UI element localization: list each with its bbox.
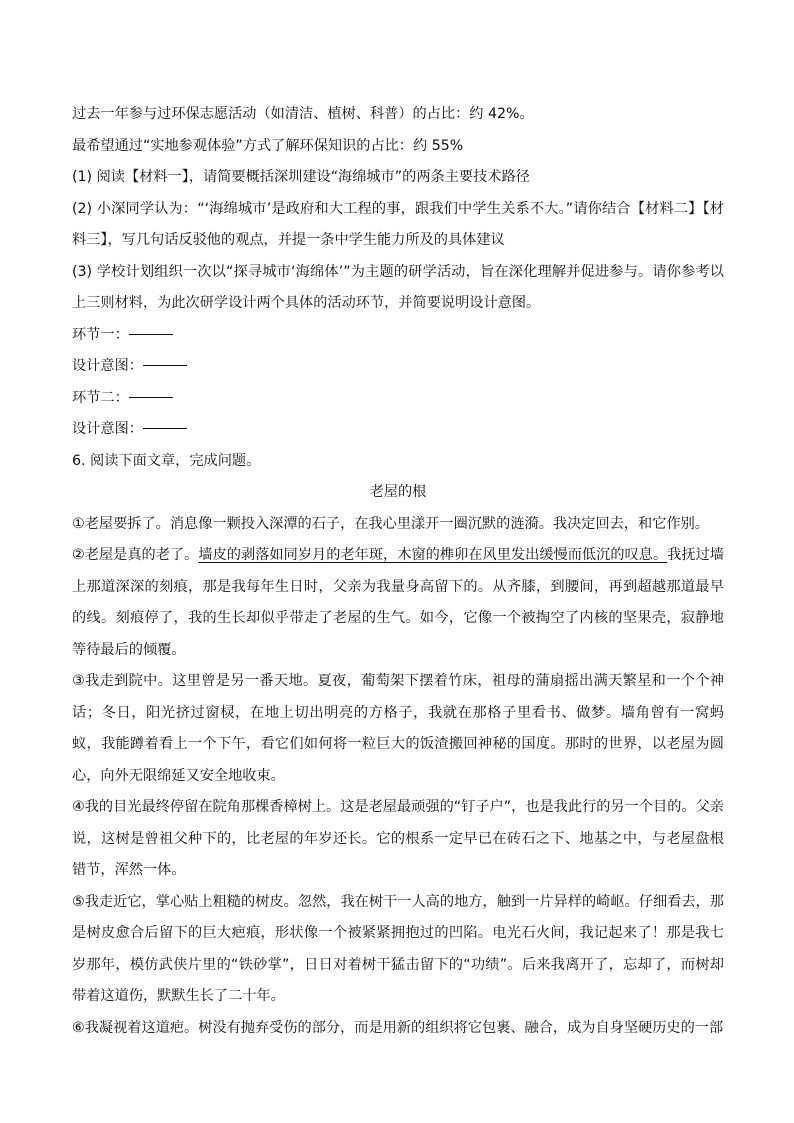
article-underlined-sentence: 墙皮的剥落如同岁月的老年斑，木窗的榫卯在风里发出缓慢而低沉的叹息。	[198, 547, 668, 563]
answer-blank-step-1[interactable]	[129, 334, 173, 335]
article-paragraph-2-rest: 我抚过墙上那道深深的刻痕，那是我每年生日时，父亲为我量身高留下的。从齐膝，到腰间，再到超越那道最早的线。刻痕停了，我的生长却似乎带走了老屋的生气。如今，它像一个被掏空了内核的坚果壳，寂静地等待最后的倾覆。	[72, 547, 724, 658]
answer-label-intent-1: 设计意图：	[72, 358, 143, 374]
answer-line-step-2	[72, 383, 724, 415]
article-paragraph-5: ⑤我走近它，掌心贴上粗糙的树皮。忽然，我在树干一人高的地方，触到一片异样的崎岖。仔细看去，那是树皮愈合后留下的巨大疤痕，形状像一个被紧紧拥抱过的凹陷。电光石火间，我记起来了！那是我七岁那年，模仿武侠片里的“铁砂掌”，日日对着树干猛击留下的“功绩”。后来我离开了，忘却了，而树却带着这道伤，默默生长了二十年。	[72, 893, 724, 1004]
answer-line-intent-2	[72, 414, 724, 446]
answer-blank-intent-2[interactable]	[143, 428, 187, 429]
article-paragraph-2	[72, 540, 724, 666]
article-paragraph-4: ④我的目光最终停留在院角那棵香樟树上。这是老屋最顽强的“钉子户”，也是我此行的另一个目的。父亲说，这树是曾祖父种下的，比老屋的年岁还长。它的根系一定早已在砖石之下、地基之中，与老屋盘根错节，浑然一体。	[72, 799, 724, 878]
article-title: 老屋的根	[369, 484, 427, 500]
answer-line-step-1	[72, 320, 724, 352]
article-paragraph-6: ⑥我凝视着这道疤。树没有抛弃受伤的部分，而是用新的组织将它包裹、融合，成为自身坚硬历史的一部	[72, 1019, 724, 1036]
question-3: (3) 学校计划组织一次以“探寻城市‘海绵体’”为主题的研学活动，旨在深化理解并促进参与。请你参考以上三则材料，为此次研学设计两个具体的活动环节，并简要说明设计意图。	[72, 263, 724, 311]
answer-label-intent-2: 设计意图：	[72, 421, 143, 437]
article-paragraph-2-start: ②老屋是真的老了。	[72, 547, 199, 563]
article-paragraph-3: ③我走到院中。这里曾是另一番天地。夏夜，葡萄架下摆着竹床，祖母的蒲扇摇出满天繁星和一个个神话；冬日，阳光挤过窗棂，在地上切出明亮的方格子，我就在那格子里看书、做梦。墙角曾有一窝蚂蚁，我能蹲着看上一个下午，看它们如何将一粒巨大的饭渣搬回神秘的国度。那时的世界，以老屋为圆心，向外无限绵延又安全地收束。	[72, 673, 724, 784]
section-6-heading: 6. 阅读下面文章，完成问题。	[72, 452, 261, 469]
answer-blank-intent-1[interactable]	[143, 365, 187, 366]
answer-blank-step-2[interactable]	[129, 397, 173, 398]
question-1: (1) 阅读【材料一】，请简要概括深圳建设“海绵城市”的两条主要技术路径	[72, 169, 530, 185]
article-paragraph-1: ①老屋要拆了。消息像一颗投入深潭的石子，在我心里漾开一圈沉默的涟漪。我决定回去，和它作别。	[72, 515, 709, 532]
survey-line-volunteer: 过去一年参与过环保志愿活动（如清洁、植树、科普）的占比：约 42%。	[72, 106, 534, 122]
answer-label-step-1: 环节一：	[72, 326, 129, 343]
question-2: (2) 小深同学认为：“‘海绵城市’是政府和大工程的事，跟我们中学生关系不大。”请你结合【材料二】【材料三】，写几句话反驳他的观点，并提一条中学生能力所及的具体建议	[72, 200, 724, 248]
page-content	[72, 99, 724, 1044]
answer-label-step-2: 环节二：	[72, 389, 129, 406]
answer-line-intent-1	[72, 351, 724, 383]
survey-line-field-visit: 最希望通过“实地参观体验”方式了解环保知识的占比：约 55%	[72, 137, 464, 154]
